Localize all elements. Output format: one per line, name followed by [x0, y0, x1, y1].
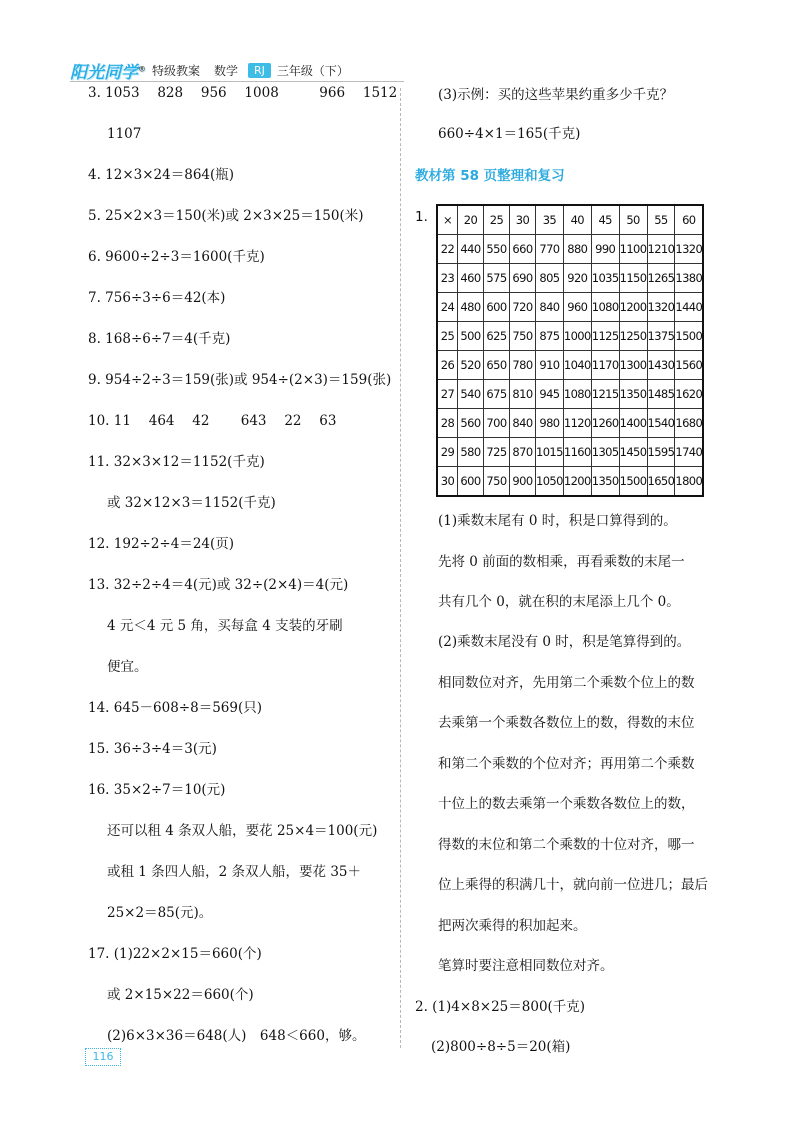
- table-cell: 1015: [536, 438, 564, 467]
- table-row-header: 23: [437, 264, 458, 293]
- header-rule: [70, 81, 404, 82]
- answer-line: 笔算时要注意相同数位对齐。: [438, 958, 614, 974]
- answer-line: 共有几个 0，就在积的末尾添上几个 0。: [438, 594, 680, 610]
- table-cell: 980: [536, 409, 564, 438]
- table-header-cell: 60: [675, 205, 703, 235]
- book-title: 特级教案: [152, 63, 201, 78]
- table-cell: 990: [591, 235, 619, 264]
- table-row: [437, 467, 703, 497]
- table-cell: 1000: [563, 322, 591, 351]
- table-header-cell: 55: [647, 205, 675, 235]
- table-row: [437, 438, 703, 467]
- table-cell: 1800: [675, 467, 703, 497]
- table-cell: 1150: [619, 264, 647, 293]
- table-header-cell: 25: [484, 205, 510, 235]
- answer-line: 12. 192÷2÷4＝24(页): [88, 536, 235, 552]
- table-cell: 780: [510, 351, 536, 380]
- table-row: [437, 409, 703, 438]
- table-cell: 1595: [647, 438, 675, 467]
- table-cell: 945: [536, 380, 564, 409]
- answer-line: 相同数位对齐，先用第二个乘数个位上的数: [438, 675, 695, 691]
- question-number: 1.: [415, 209, 428, 225]
- table-cell: 675: [484, 380, 510, 409]
- answer-line: 4. 12×3×24＝864(瓶): [88, 167, 235, 183]
- table-cell: 840: [510, 409, 536, 438]
- table-cell: 1500: [675, 322, 703, 351]
- table-cell: 1620: [675, 380, 703, 409]
- table-cell: 875: [536, 322, 564, 351]
- answer-line: 11. 32×3×12＝1152(千克): [88, 454, 265, 470]
- table-cell: 1080: [591, 293, 619, 322]
- table-cell: 1400: [619, 409, 647, 438]
- answer-line: 10. 11 464 42 643 22 63: [88, 413, 337, 429]
- answer-line: 8. 168÷6÷7＝4(千克): [88, 331, 231, 347]
- table-header-cell: 45: [591, 205, 619, 235]
- table-row: [437, 293, 703, 322]
- answer-line: 17. (1)22×2×15＝660(个): [88, 946, 262, 962]
- page-number: 116: [85, 1048, 121, 1066]
- table-cell: 1080: [563, 380, 591, 409]
- answer-line: 先将 0 前面的数相乘，再看乘数的末尾一: [438, 554, 685, 570]
- table-cell: 1200: [619, 293, 647, 322]
- answer-line: 4 元＜4 元 5 角，买每盒 4 支装的牙刷: [107, 618, 343, 634]
- table-cell: 840: [536, 293, 564, 322]
- table-row-header: 24: [437, 293, 458, 322]
- table-row-header: 28: [437, 409, 458, 438]
- answer-line: 2. (1)4×8×25＝800(千克): [415, 999, 586, 1015]
- table-cell: 600: [484, 293, 510, 322]
- table-row-header: 25: [437, 322, 458, 351]
- table-row: [437, 351, 703, 380]
- answer-line: 去乘第一个乘数各数位上的数，得数的末位: [438, 715, 695, 731]
- table-cell: 750: [484, 467, 510, 497]
- table-cell: 1440: [675, 293, 703, 322]
- table-cell: 1485: [647, 380, 675, 409]
- header: [70, 58, 349, 82]
- answer-line: 把两次乘得的积加起来。: [438, 918, 587, 934]
- table-cell: 625: [484, 322, 510, 351]
- table-cell: 960: [563, 293, 591, 322]
- answer-line: 和第二个乘数的个位对齐；再用第二个乘数: [438, 756, 695, 772]
- table-cell: 810: [510, 380, 536, 409]
- answer-line: 得数的末位和第二个乘数的十位对齐，哪一: [438, 837, 695, 853]
- table-row: [437, 380, 703, 409]
- table-cell: 725: [484, 438, 510, 467]
- table-cell: 1050: [536, 467, 564, 497]
- table-row: [437, 235, 703, 264]
- answer-line: (3)示例：买的这些苹果约重多少千克？: [438, 87, 674, 103]
- multiplication-table: [436, 204, 704, 497]
- table-row-header: 29: [437, 438, 458, 467]
- table-row-header: 27: [437, 380, 458, 409]
- table-cell: 1035: [591, 264, 619, 293]
- table-cell: 1380: [675, 264, 703, 293]
- table-cell: 460: [458, 264, 484, 293]
- table-cell: 1200: [563, 467, 591, 497]
- table-cell: 900: [510, 467, 536, 497]
- table-cell: 480: [458, 293, 484, 322]
- table-cell: 1170: [591, 351, 619, 380]
- table-row-header: 26: [437, 351, 458, 380]
- table-cell: 1300: [619, 351, 647, 380]
- table-cell: 1120: [563, 409, 591, 438]
- table-header-cell: 50: [619, 205, 647, 235]
- table-cell: 1215: [591, 380, 619, 409]
- table-cell: 700: [484, 409, 510, 438]
- table-cell: 1210: [647, 235, 675, 264]
- table-header-cell: ×: [437, 205, 458, 235]
- table-cell: 500: [458, 322, 484, 351]
- answer-line: 6. 9600÷2÷3＝1600(千克): [88, 249, 265, 265]
- table-cell: 1160: [563, 438, 591, 467]
- table-cell: 560: [458, 409, 484, 438]
- column-divider: [400, 88, 401, 1048]
- answer-line: (1)乘数末尾有 0 时，积是口算得到的。: [438, 513, 677, 529]
- table-cell: 1320: [647, 293, 675, 322]
- table-cell: 1500: [619, 467, 647, 497]
- table-cell: 1680: [675, 409, 703, 438]
- table-cell: 920: [563, 264, 591, 293]
- subject-label: 数学: [214, 63, 239, 78]
- answer-line: 1107: [107, 126, 142, 142]
- table-cell: 580: [458, 438, 484, 467]
- table-cell: 550: [484, 235, 510, 264]
- table-cell: 1375: [647, 322, 675, 351]
- answer-line: (2)6×3×36＝648(人) 648＜660，够。: [107, 1028, 366, 1044]
- table-cell: 1250: [619, 322, 647, 351]
- answer-line: 或 32×12×3＝1152(千克): [107, 495, 276, 511]
- table-row-header: 30: [437, 467, 458, 497]
- table-cell: 1650: [647, 467, 675, 497]
- answer-line: 25×2＝85(元)。: [107, 905, 213, 921]
- table-row: [437, 322, 703, 351]
- answer-line: 9. 954÷2÷3＝159(张)或 954÷(2×3)＝159(张): [88, 372, 392, 388]
- table-cell: 1430: [647, 351, 675, 380]
- answer-line: (2)乘数末尾没有 0 时，积是笔算得到的。: [438, 634, 691, 650]
- edition-badge: RJ: [248, 63, 271, 78]
- table-header-cell: 20: [458, 205, 484, 235]
- answer-line: 7. 756÷3÷6＝42(本): [88, 290, 226, 306]
- table-cell: 660: [510, 235, 536, 264]
- answer-line: 位上乘得的积满几十，就向前一位进几；最后: [438, 877, 708, 893]
- table-cell: 520: [458, 351, 484, 380]
- table-header-cell: 40: [563, 205, 591, 235]
- table-cell: 575: [484, 264, 510, 293]
- table-cell: 1350: [619, 380, 647, 409]
- table-cell: 440: [458, 235, 484, 264]
- table-cell: 1350: [591, 467, 619, 497]
- answer-line: 十位上的数去乘第一个乘数各数位上的数，: [438, 796, 695, 812]
- table-cell: 1540: [647, 409, 675, 438]
- answer-line: 14. 645－608÷8＝569(只): [88, 700, 262, 716]
- table-cell: 1125: [591, 322, 619, 351]
- table-cell: 770: [536, 235, 564, 264]
- answer-line: (2)800÷8÷5＝20(箱): [431, 1039, 571, 1055]
- answer-line: 13. 32÷2÷4＝4(元)或 32÷(2×4)＝4(元): [88, 577, 349, 593]
- table-cell: 720: [510, 293, 536, 322]
- table-cell: 1100: [619, 235, 647, 264]
- table-cell: 690: [510, 264, 536, 293]
- table-cell: 1040: [563, 351, 591, 380]
- table-cell: 880: [563, 235, 591, 264]
- table-header-cell: 35: [536, 205, 564, 235]
- table-cell: 910: [536, 351, 564, 380]
- table-cell: 1305: [591, 438, 619, 467]
- table-cell: 1560: [675, 351, 703, 380]
- table-row: [437, 264, 703, 293]
- grade-label: 三年级（下）: [276, 63, 349, 78]
- answer-line: 5. 25×2×3＝150(米)或 2×3×25＝150(米): [88, 208, 364, 224]
- table-cell: 1260: [591, 409, 619, 438]
- table-header-row: [437, 205, 703, 235]
- answer-line: 还可以租 4 条双人船，要花 25×4＝100(元): [107, 823, 378, 839]
- answer-line: 15. 36÷3÷4＝3(元): [88, 741, 217, 757]
- answer-line: 或 2×15×22＝660(个): [107, 987, 254, 1003]
- section-title: 教材第 58 页整理和复习: [415, 168, 565, 184]
- table-cell: 650: [484, 351, 510, 380]
- table-cell: 805: [536, 264, 564, 293]
- table-cell: 600: [458, 467, 484, 497]
- table-cell: 1320: [675, 235, 703, 264]
- table-cell: 1450: [619, 438, 647, 467]
- table-cell: 1740: [675, 438, 703, 467]
- answer-line: 3. 1053 828 956 1008 966 1512: [88, 85, 398, 101]
- table-header-cell: 30: [510, 205, 536, 235]
- table-cell: 870: [510, 438, 536, 467]
- table-row-header: 22: [437, 235, 458, 264]
- answer-line: 16. 35×2÷7＝10(元): [88, 782, 226, 798]
- answer-line: 或租 1 条四人船，2 条双人船，要花 35＋: [107, 864, 362, 880]
- table-cell: 1265: [647, 264, 675, 293]
- table-cell: 540: [458, 380, 484, 409]
- table-cell: 750: [510, 322, 536, 351]
- answer-line: 便宜。: [107, 659, 148, 675]
- answer-line: 660÷4×1＝165(千克): [438, 126, 581, 142]
- brand-logo: 阳光同学®: [70, 62, 146, 83]
